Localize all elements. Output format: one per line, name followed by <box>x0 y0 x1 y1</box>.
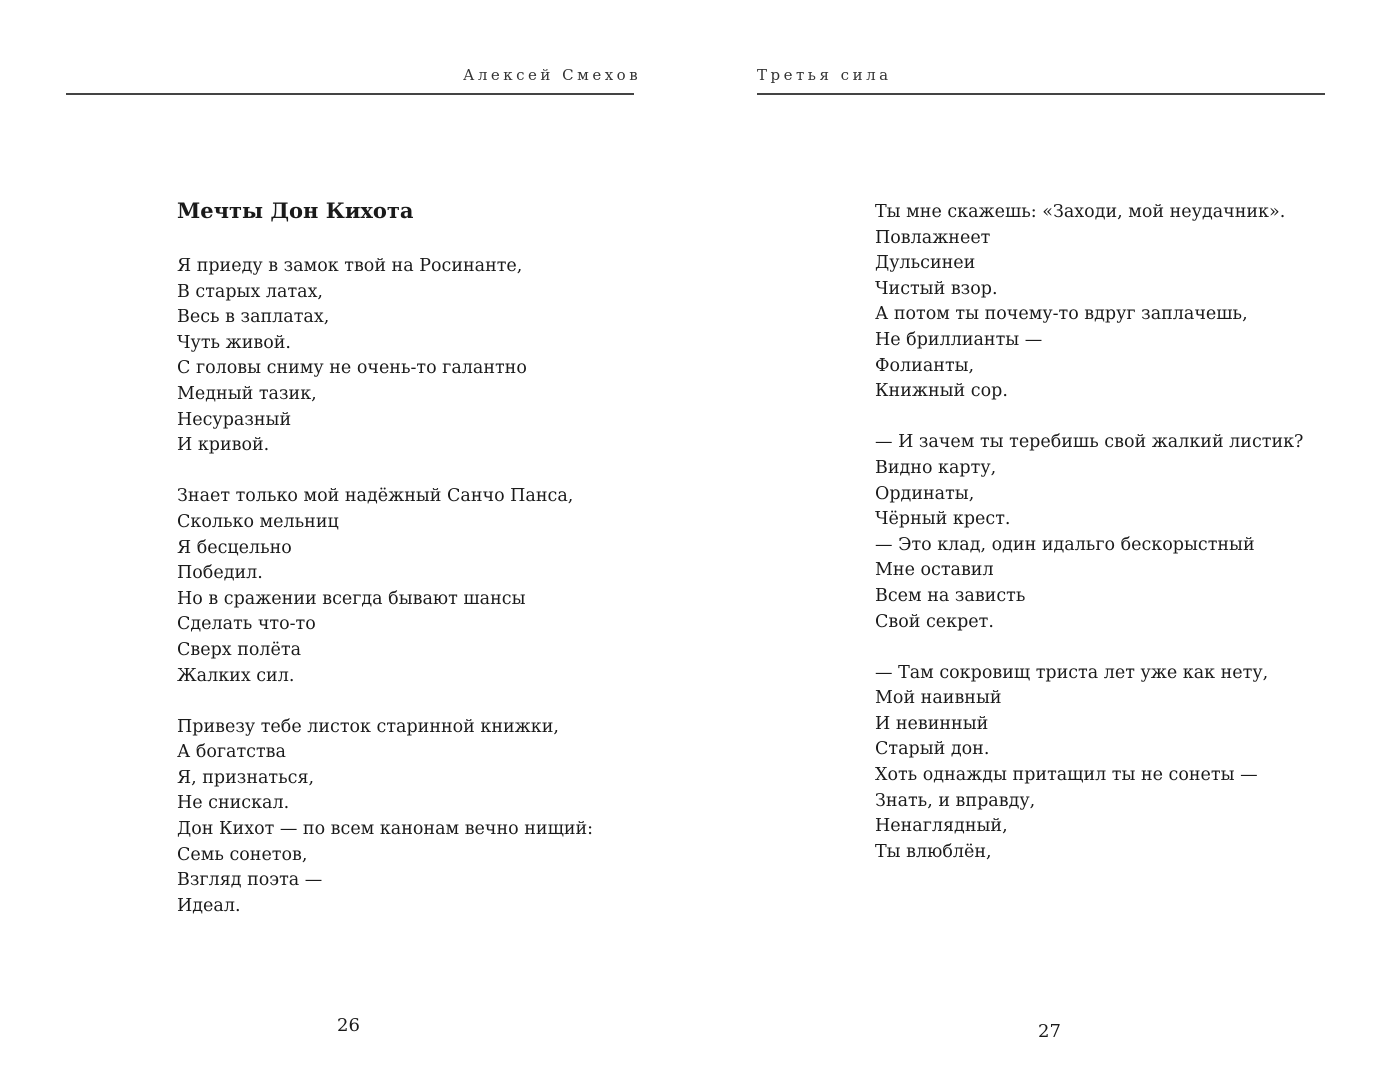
header-rule <box>66 93 634 95</box>
poem-line: Не снискал. <box>177 793 290 814</box>
poem-title: Мечты Дон Кихота <box>177 198 414 223</box>
poem-line: В старых латах, <box>177 281 323 302</box>
poem-line: Весь в заплатах, <box>177 307 330 328</box>
poem-line: Мой наивный <box>875 688 1002 709</box>
header-rule <box>757 93 1325 95</box>
poem-line: Знает только мой надёжный Санчо Панса, <box>177 486 574 507</box>
poem-line: И кривой. <box>177 435 270 456</box>
poem-line: Не бриллианты — <box>875 329 1043 350</box>
stanza <box>875 430 1303 635</box>
poem-line: Идеал. <box>177 895 241 916</box>
poem-line: Видно карту, <box>875 457 997 478</box>
stanza <box>177 254 593 459</box>
poem-line: Чистый взор. <box>875 278 998 299</box>
poem-text <box>875 200 1303 891</box>
poem-line: Я приеду в замок твой на Росинанте, <box>177 256 523 276</box>
poem-line: Несуразный <box>177 409 292 430</box>
poem-line: Семь сонетов, <box>177 844 308 865</box>
poem-line: Всем на зависть <box>875 585 1026 606</box>
poem-line: Фолианты, <box>875 355 975 376</box>
poem-line: Медный тазик, <box>177 383 317 404</box>
poem-line: Сверх полёта <box>177 639 302 660</box>
poem-line: — Там сокровищ триста лет уже как нету, <box>875 662 1269 683</box>
poem-line: Ты мне скажешь: «Заходи, мой неудачник». <box>875 202 1286 222</box>
page-number: 27 <box>1038 1021 1061 1042</box>
poem-line: Знать, и вправду, <box>875 790 1036 811</box>
poem-line: Свой секрет. <box>875 611 994 632</box>
poem-line: Дульсинеи <box>875 253 976 274</box>
poem-line: Привезу тебе листок старинной книжки, <box>177 716 559 737</box>
poem-text <box>177 254 593 945</box>
poem-line: Ненаглядный, <box>875 816 1008 837</box>
poem-line: — И зачем ты теребишь свой жалкий листик? <box>875 432 1304 453</box>
poem-line: Сделать что-то <box>177 614 316 635</box>
poem-line: Чёрный крест. <box>875 509 1011 530</box>
poem-line: Старый дон. <box>875 739 990 760</box>
stanza <box>875 200 1303 405</box>
poem-line: Книжный сор. <box>875 381 1008 402</box>
poem-line: А потом ты почему-то вдруг заплачешь, <box>875 304 1248 325</box>
poem-line: Повлажнеет <box>875 227 991 248</box>
stanza <box>177 484 593 689</box>
poem-line: И невинный <box>875 713 989 734</box>
poem-line: Дон Кихот — по всем канонам вечно нищий: <box>177 819 594 840</box>
poem-line: Сколько мельниц <box>177 511 339 532</box>
poem-line: С головы сниму не очень-то галантно <box>177 358 527 379</box>
poem-line: Победил. <box>177 563 263 584</box>
poem-line: Взгляд поэта — <box>177 870 323 891</box>
poem-line: Но в сражении всегда бывают шансы <box>177 588 526 609</box>
stanza <box>875 661 1303 866</box>
poem-line: Жалких сил. <box>177 665 295 686</box>
poem-line: Чуть живой. <box>177 332 291 353</box>
poem-line: Ординаты, <box>875 483 975 504</box>
poem-line: Я, признаться, <box>177 767 315 788</box>
poem-line: Мне оставил <box>875 560 994 581</box>
poem-line: — Это клад, один идальго бескорыстный <box>875 534 1255 555</box>
running-head-book: Третья сила <box>757 66 892 84</box>
running-head-author: Алексей Смехов <box>463 66 642 84</box>
poem-line: Ты влюблён, <box>875 841 992 862</box>
stanza <box>177 715 593 920</box>
page-number: 26 <box>337 1015 360 1036</box>
poem-line: Я бесцельно <box>177 537 292 558</box>
poem-line: Хоть однажды притащил ты не сонеты — <box>875 765 1258 786</box>
poem-line: А богатства <box>177 742 286 763</box>
